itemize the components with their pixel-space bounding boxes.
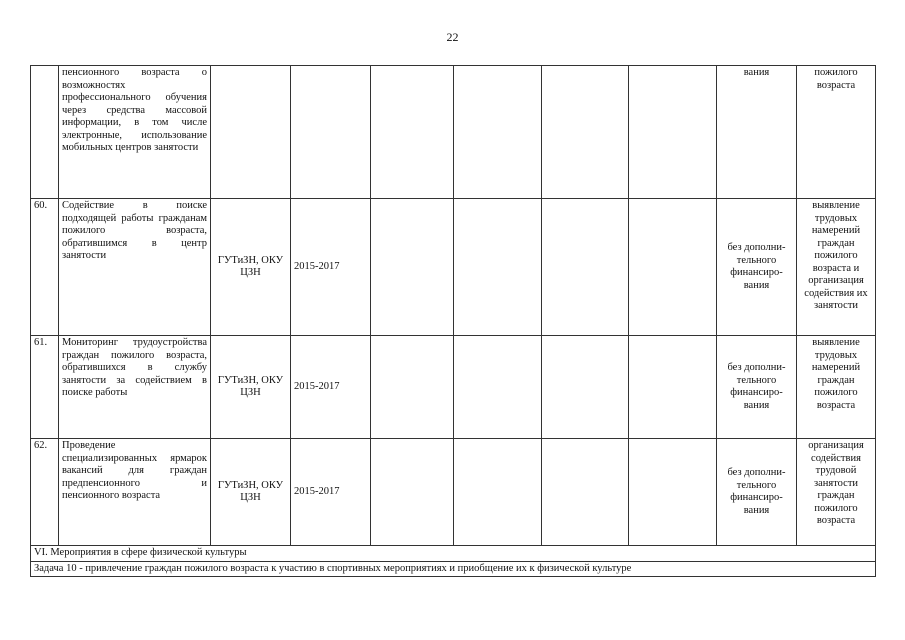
empty-cell bbox=[542, 439, 629, 546]
row-period: 2015-2017 bbox=[291, 199, 371, 336]
empty-cell bbox=[629, 439, 717, 546]
row-description: Содействие в поиске подходящей работы гражданам пожилого возраста, обратившимся в центр занятости bbox=[59, 199, 211, 336]
row-result: пожилого возраста bbox=[797, 66, 876, 199]
row-financing: без дополни-тельного финансиро-вания bbox=[717, 439, 797, 546]
row-description: Мониторинг трудоустройства граждан пожилого возраста, обратившихся в службу занятости за содействием в поиске работы bbox=[59, 336, 211, 439]
row-result: организация содействия трудовой занятости граждан пожилого возраста bbox=[797, 439, 876, 546]
empty-cell bbox=[542, 66, 629, 199]
row-executor: ГУТиЗН, ОКУ ЦЗН bbox=[211, 439, 291, 546]
empty-cell bbox=[454, 336, 542, 439]
table-row bbox=[31, 336, 876, 439]
empty-cell bbox=[542, 199, 629, 336]
row-financing: вания bbox=[717, 66, 797, 199]
task-title: Задача 10 - привлечение граждан пожилого возраста к участию в спортивных мероприятиях и приобщение их к физической культуре bbox=[31, 561, 876, 577]
table-row bbox=[31, 199, 876, 336]
row-description: Проведение специализированных ярмарок вакансий для граждан предпенсионного и пенсионного возраста bbox=[59, 439, 211, 546]
row-description: пенсионного возраста о возможностях профессионального обучения через средства массовой информации, в том числе электронные, использование мобильных центров занятости bbox=[59, 66, 211, 199]
row-number: 62. bbox=[31, 439, 59, 546]
row-executor bbox=[211, 66, 291, 199]
row-executor: ГУТиЗН, ОКУ ЦЗН bbox=[211, 199, 291, 336]
table-row bbox=[31, 66, 876, 199]
row-result: выявление трудовых намерений граждан пожилого возраста bbox=[797, 336, 876, 439]
section-title: VI. Мероприятия в сфере физической культуры bbox=[31, 546, 876, 562]
row-number bbox=[31, 66, 59, 199]
empty-cell bbox=[454, 439, 542, 546]
row-period: 2015-2017 bbox=[291, 336, 371, 439]
measures-table bbox=[30, 65, 876, 577]
empty-cell bbox=[371, 336, 454, 439]
empty-cell bbox=[371, 66, 454, 199]
empty-cell bbox=[542, 336, 629, 439]
row-executor: ГУТиЗН, ОКУ ЦЗН bbox=[211, 336, 291, 439]
empty-cell bbox=[371, 199, 454, 336]
empty-cell bbox=[629, 336, 717, 439]
empty-cell bbox=[371, 439, 454, 546]
page-number: 22 bbox=[446, 30, 459, 44]
empty-cell bbox=[454, 199, 542, 336]
row-period bbox=[291, 66, 371, 199]
table-row bbox=[31, 439, 876, 546]
empty-cell bbox=[629, 199, 717, 336]
task-row bbox=[31, 561, 876, 577]
empty-cell bbox=[629, 66, 717, 199]
row-result: выявление трудовых намерений граждан пожилого возраста и организация содействия их занятости bbox=[797, 199, 876, 336]
row-period: 2015-2017 bbox=[291, 439, 371, 546]
row-number: 60. bbox=[31, 199, 59, 336]
row-financing: без дополни-тельного финансиро-вания bbox=[717, 336, 797, 439]
section-row bbox=[31, 546, 876, 562]
empty-cell bbox=[454, 66, 542, 199]
row-number: 61. bbox=[31, 336, 59, 439]
row-financing: без дополни-тельного финансиро-вания bbox=[717, 199, 797, 336]
